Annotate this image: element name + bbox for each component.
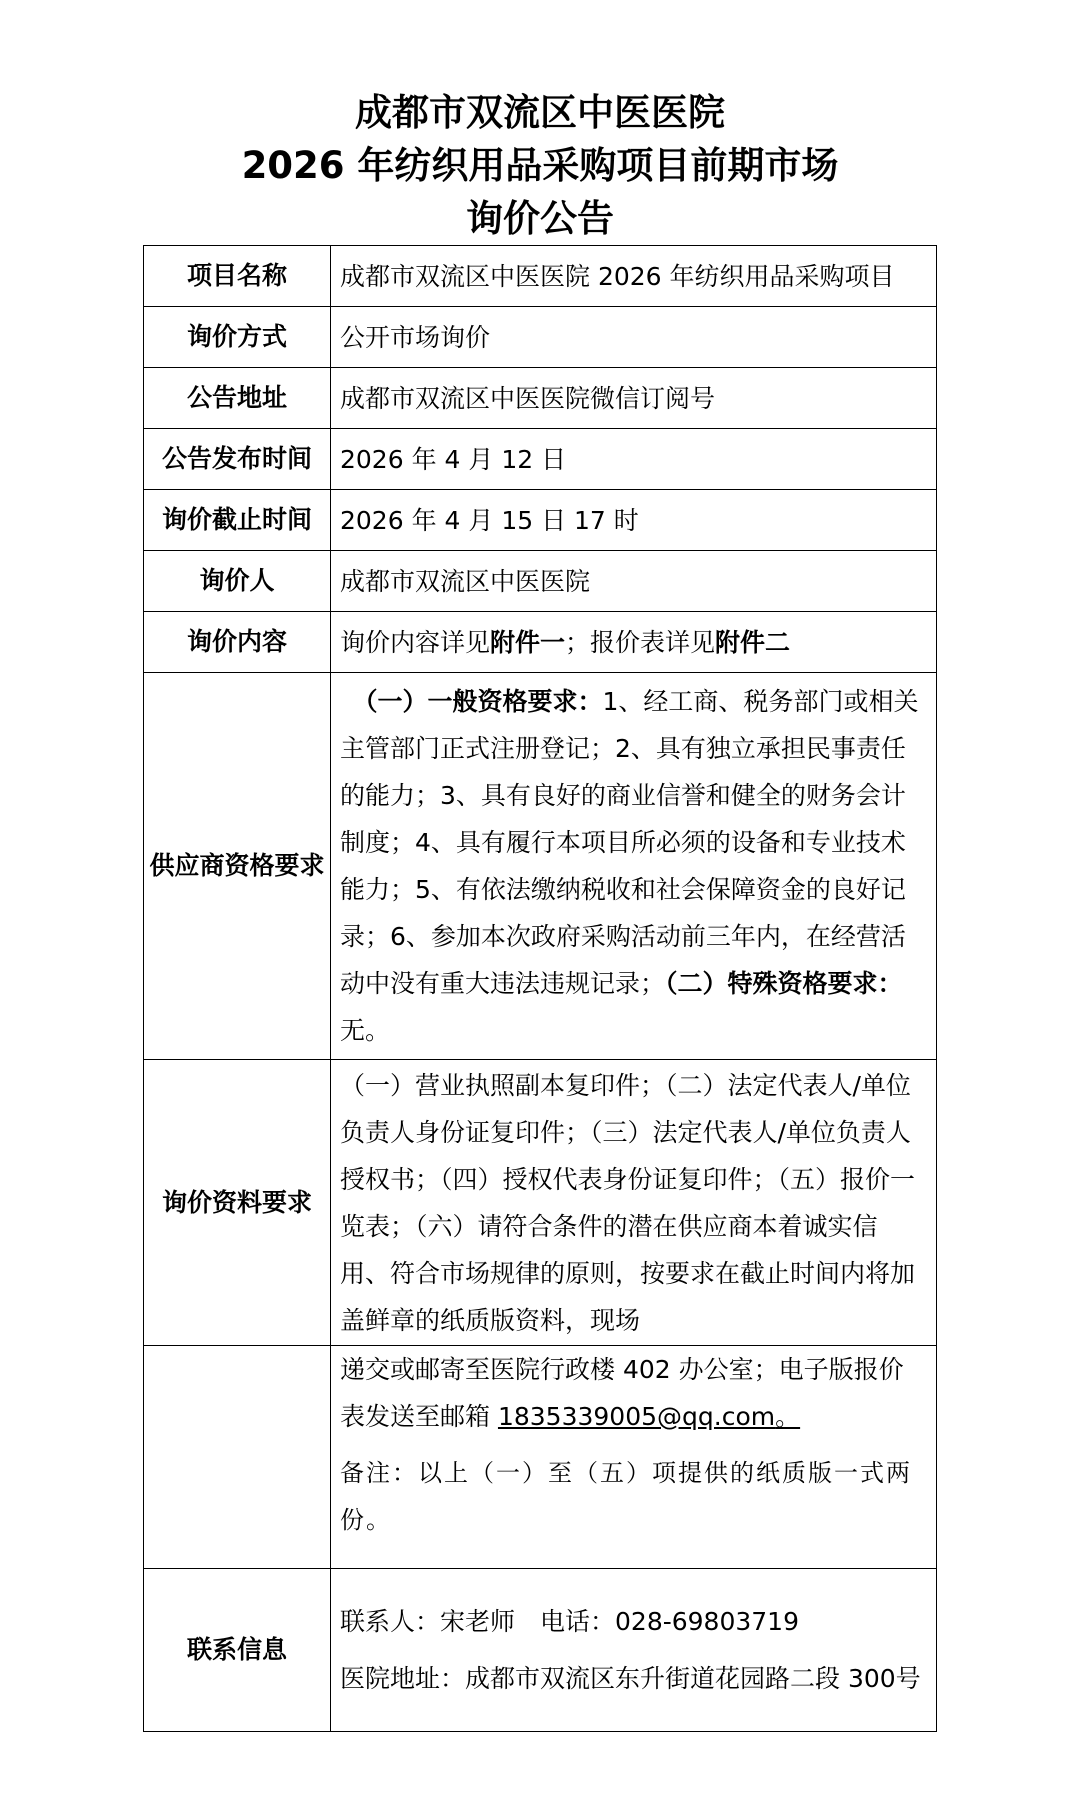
value-project-name: 成都市双流区中医医院 2026 年纺织用品采购项目 bbox=[331, 246, 937, 307]
row-supplier-requirements bbox=[144, 673, 937, 1060]
label-contact: 联系信息 bbox=[144, 1569, 331, 1732]
value-deadline: 2026 年 4 月 15 日 17 时 bbox=[331, 490, 937, 551]
value-contact bbox=[331, 1569, 937, 1732]
label-supplier-requirements: 供应商资格要求 bbox=[144, 673, 331, 1060]
row-materials-requirements bbox=[144, 1060, 937, 1346]
row-content bbox=[144, 612, 937, 673]
label-content: 询价内容 bbox=[144, 612, 331, 673]
attachment-one: 附件一 bbox=[490, 627, 566, 657]
contact-person: 联系人：宋老师 电话：028-69803719 bbox=[340, 1607, 799, 1636]
email-link[interactable]: 1835339005@qq.com bbox=[497, 1402, 776, 1431]
title-line-2: 2026 年纺织用品采购项目前期市场 bbox=[241, 144, 839, 187]
special-req-text: 无。 bbox=[340, 1016, 391, 1045]
row-publish-time bbox=[144, 429, 937, 490]
materials-text-1: （一）营业执照副本复印件；（二）法定代表人/单位负责人身份证复印件；（三）法定代表人/单位负责人授权书；（四）授权代表身份证复印件；（五）报价一览表；（六）请符合条件的潜在供应商本着诚实信用、符合市场规律的原则，按要求在截止时间内将加盖鲜章的纸质版资料，现场 bbox=[340, 1070, 916, 1335]
row-deadline bbox=[144, 490, 937, 551]
label-inquirer: 询价人 bbox=[144, 551, 331, 612]
row-inquirer bbox=[144, 551, 937, 612]
content-text-2: ；报价表详见 bbox=[565, 627, 716, 657]
content-text-1: 询价内容详见 bbox=[340, 627, 491, 657]
row-notice-address bbox=[144, 368, 937, 429]
value-materials-requirements bbox=[331, 1060, 937, 1346]
attachment-two: 附件二 bbox=[715, 627, 791, 657]
materials-text-2: 递交或邮寄至医院行政楼 402 办公室；电子版报价表发送至邮箱 bbox=[340, 1355, 904, 1431]
label-materials-continued bbox=[144, 1346, 331, 1569]
notice-title bbox=[0, 86, 1080, 245]
materials-text-3: 。 bbox=[775, 1402, 801, 1431]
contact-address: 医院地址：成都市双流区东升街道花园路二段 300号 bbox=[340, 1664, 921, 1693]
label-notice-address: 公告地址 bbox=[144, 368, 331, 429]
row-project-name bbox=[144, 246, 937, 307]
special-req-heading: （二）特殊资格要求： bbox=[665, 969, 903, 998]
general-req-heading: （一）一般资格要求： bbox=[365, 687, 603, 716]
row-inquiry-method bbox=[144, 307, 937, 368]
value-publish-time: 2026 年 4 月 12 日 bbox=[331, 429, 937, 490]
value-notice-address: 成都市双流区中医医院微信订阅号 bbox=[331, 368, 937, 429]
value-materials-continued bbox=[331, 1346, 937, 1569]
label-deadline: 询价截止时间 bbox=[144, 490, 331, 551]
title-line-3: 询价公告 bbox=[466, 197, 614, 240]
materials-remark: 备注：以上（一）至（五）项提供的纸质版一式两份。 bbox=[340, 1459, 912, 1534]
label-materials-requirements: 询价资料要求 bbox=[144, 1060, 331, 1346]
value-inquiry-method: 公开市场询价 bbox=[331, 307, 937, 368]
title-line-1: 成都市双流区中医医院 bbox=[355, 91, 725, 134]
label-inquiry-method: 询价方式 bbox=[144, 307, 331, 368]
inquiry-table bbox=[143, 245, 937, 1732]
value-supplier-requirements bbox=[331, 673, 937, 1060]
value-content bbox=[331, 612, 937, 673]
value-inquirer: 成都市双流区中医医院 bbox=[331, 551, 937, 612]
row-materials-continued bbox=[144, 1346, 937, 1569]
general-req-text: 1、经工商、税务部门或相关主管部门正式注册登记；2、具有独立承担民事责任的能力；3、具有良好的商业信誉和健全的财务会计制度；4、具有履行本项目所必须的设备和专业技术能力；5、有依法缴纳税收和社会保障资金的良好记录；6、参加本次政府采购活动前三年内，在经营活动中没有重大违法违规记录； bbox=[340, 687, 919, 998]
row-contact bbox=[144, 1569, 937, 1732]
label-project-name: 项目名称 bbox=[144, 246, 331, 307]
label-publish-time: 公告发布时间 bbox=[144, 429, 331, 490]
